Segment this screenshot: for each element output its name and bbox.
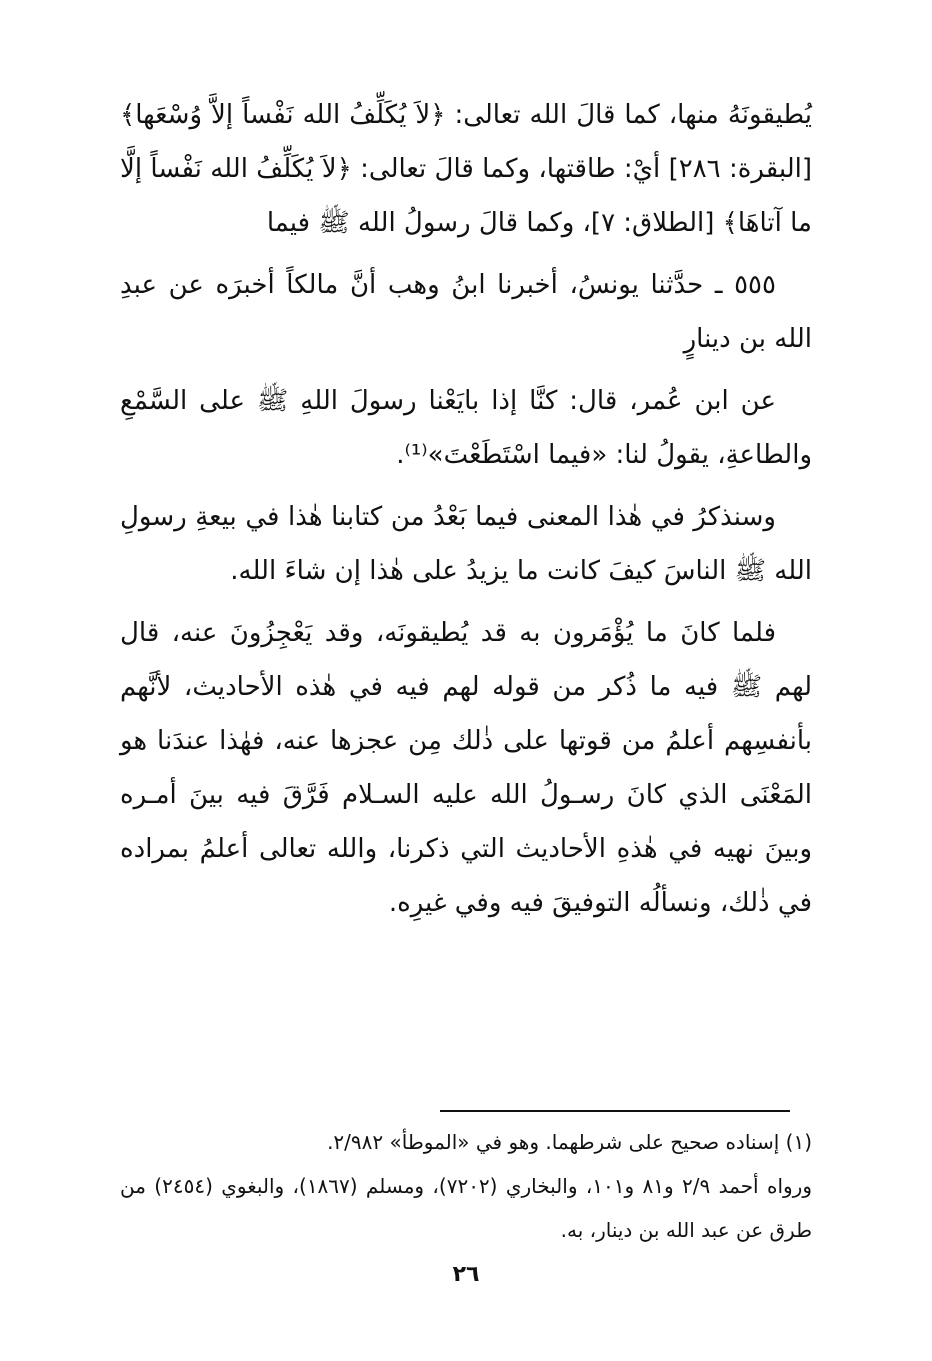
paragraph-hadith-555-matn: عن ابن عُمر، قال: كنَّا إذا بايَعْنا رسولَ اللهِ ﷺ على السَّمْعِ والطاعةِ، يقولُ لنا: «فيما اسْتَطَعْتَ»⁽¹⁾. [120, 386, 812, 470]
paragraph-5: فلما كانَ ما يُؤْمَرون به قد يُطيقونَه، وقد يَعْجِزُونَ عنه، قال لهم ﷺ فيه ما ذُكر من قوله لهم فيه في هٰذه الأحاديث، لأنَّهم بأنفسِهم أعلمُ من قوتها على ذٰلك مِن عجزها عنه، فهٰذا عندَنا هو المَعْنَى الذي كانَ رسـولُ الله عليه السـلام فَرَّقَ فيه بينَ أمـره وبينَ نهيه في هٰذهِ الأحاديث التي ذكرنا، والله تعالى أعلمُ بمراده في ذٰلك، ونسألُه التوفيقَ فيه وفي غيرِه. [120, 618, 812, 918]
paragraph-1: يُطيقونَهُ منها، كما قالَ الله تعالى: ﴿لاَ يُكَلِّفُ الله نَفْساً إلاَّ وُسْعَها﴾ [البقرة: ٢٨٦] أيْ: طاقتها، وكما قالَ تعالى: ﴿لاَ يُكَلِّفُ الله نَفْساً إلَّا ما آتاهَا﴾ [الطلاق: ٧]، وكما قالَ رسولُ الله ﷺ فيما [120, 100, 813, 238]
footnote-divider [440, 1110, 790, 1112]
page-number: ٢٦ [452, 1262, 480, 1287]
main-text-body [120, 88, 812, 938]
paragraph-hadith-555-isnad: ٥٥٥ ـ حدَّثنا يونسُ، أخبرنا ابنُ وهب أنَّ مالكاً أخبرَه عن عبدِ الله بن دينارٍ [120, 270, 812, 354]
footnote-1-continuation: ورواه أحمد ٢/٩ و٨١ و١٠١، والبخاري (٧٢٠٢)، ومسلم (١٨٦٧)، والبغوي (٢٤٥٤) من طرق عن عبد الله بن دينار، به. [120, 1174, 812, 1242]
footnotes [120, 1120, 812, 1252]
paragraph-4: وسنذكرُ في هٰذا المعنى فيما بَعْدُ من كتابنا هٰذا في بيعةِ رسولِ الله ﷺ الناسَ كيفَ كانت ما يزيدُ على هٰذا إن شاءَ الله. [120, 502, 812, 586]
footnote-1: (١) إسناده صحيح على شرطهما. وهو في «الموطأ» ٢/٩٨٢. [327, 1130, 812, 1154]
